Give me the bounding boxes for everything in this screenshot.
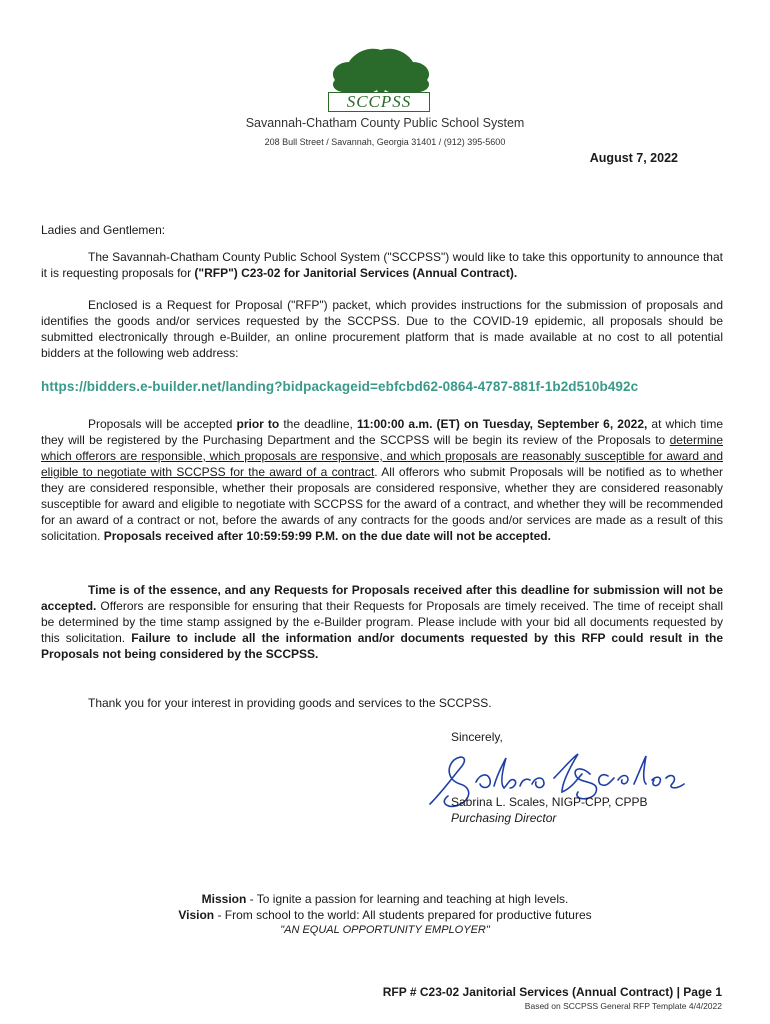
deadline-text-a: Proposals will be accepted bbox=[88, 417, 237, 431]
enclosed-packet-text: Enclosed is a Request for Proposal ("RFP") packet, which provides instructions for the submission of proposals and identifies the goods and/or services requested by the SCCPSS. Due to the COVID-19 epidemic, all proposals should be submitted electronically through e-Builder, an online procurement platform that is made available at no cost to all potential bidders at the following web address: bbox=[41, 298, 723, 360]
mission-text: - To ignite a passion for learning and teaching at high levels. bbox=[246, 892, 569, 906]
paragraph-time-essence bbox=[41, 582, 723, 662]
deadline-text-c: the deadline, bbox=[279, 417, 357, 431]
paragraph-deadline bbox=[41, 416, 723, 544]
deadline-datetime: 11:00:00 a.m. (ET) on Tuesday, September 6, 2022, bbox=[356, 417, 648, 431]
announcement-text: The Savannah-Chatham County Public School System ("SCCPSS") would like to take this opportunity to announce that it is requesting proposals for bbox=[41, 250, 723, 280]
paragraph-enclosed-packet bbox=[41, 297, 723, 361]
vision-label: Vision bbox=[178, 908, 215, 922]
signer-name: Sabrina L. Scales, NIGP-CPP, CPPB bbox=[451, 795, 648, 809]
deadline-underlined-text: determine which offerors are responsible, which proposals are responsive, and which proposals are reasonably susceptible for award and eligible to negotiate with SCCPSS for the award of a contract bbox=[41, 433, 723, 479]
deadline-text-g: . All offerors who submit Proposals will be notified as to whether they are considered responsible, whether their proposals are considered responsive, whether they are considered reasonably susceptible for award and eligible to negotiate with SCCPSS for the award of a contract, and whether they will be recommended for an award of a contract or not, before the awards of any contracts for the goods and/or services are made as a result of this solicitation. bbox=[41, 465, 723, 543]
footer-template-note: Based on SCCPSS General RFP Template 4/4/2022 bbox=[524, 1001, 722, 1011]
time-essence-failure-notice: Failure to include all the information and/or documents requested by this RFP could result in the Proposals not being considered by the SCCPSS. bbox=[41, 631, 724, 661]
time-essence-text: Offerors are responsible for ensuring that their Requests for Proposals are timely received. The time of receipt shall be determined by the time stamp assigned by the e-Builder program. Please include with your bid all documents requested by this solicitation. bbox=[41, 599, 723, 645]
vision-statement bbox=[0, 908, 770, 922]
salutation: Ladies and Gentlemen: bbox=[41, 223, 166, 237]
organization-address: 208 Bull Street / Savannah, Georgia 31401 / (912) 395-5600 bbox=[264, 137, 506, 147]
deadline-late-notice: Proposals received after 10:59:59:99 P.M. on the due date will not be accepted. bbox=[103, 529, 551, 543]
equal-opportunity-line: "AN EQUAL OPPORTUNITY EMPLOYER" bbox=[280, 924, 490, 936]
e-builder-link[interactable]: https://bidders.e-builder.net/landing?bidpackageid=ebfcbd62-0864-4787-881f-1b2d510b492c bbox=[41, 379, 639, 394]
letter-date: August 7, 2022 bbox=[589, 151, 678, 165]
signer-title: Purchasing Director bbox=[451, 811, 557, 825]
paragraph-announcement bbox=[41, 249, 723, 281]
announcement-rfp-title: ("RFP") C23-02 for Janitorial Services (Annual Contract). bbox=[194, 266, 518, 280]
footer-page-title: RFP # C23-02 Janitorial Services (Annual Contract) | Page 1 bbox=[382, 985, 722, 999]
closing-sincerely: Sincerely, bbox=[451, 730, 503, 744]
logo-wordmark: SCCPSS bbox=[328, 92, 430, 112]
organization-name: Savannah-Chatham County Public School System bbox=[245, 116, 525, 130]
mission-label: Mission bbox=[201, 892, 247, 906]
deadline-text-e: at which time they will be registered by the Purchasing Department and the SCCPSS will be begin its review of the Proposals to bbox=[41, 417, 723, 447]
mission-statement bbox=[0, 892, 770, 906]
thank-you-line: Thank you for your interest in providing goods and services to the SCCPSS. bbox=[88, 696, 492, 710]
vision-text: - From school to the world: All students prepared for productive futures bbox=[214, 908, 592, 922]
time-essence-bold: Time is of the essence, and any Requests for Proposals received after this deadline for submission will not be accepted. bbox=[41, 583, 723, 613]
deadline-prior-to: prior to bbox=[236, 417, 280, 431]
